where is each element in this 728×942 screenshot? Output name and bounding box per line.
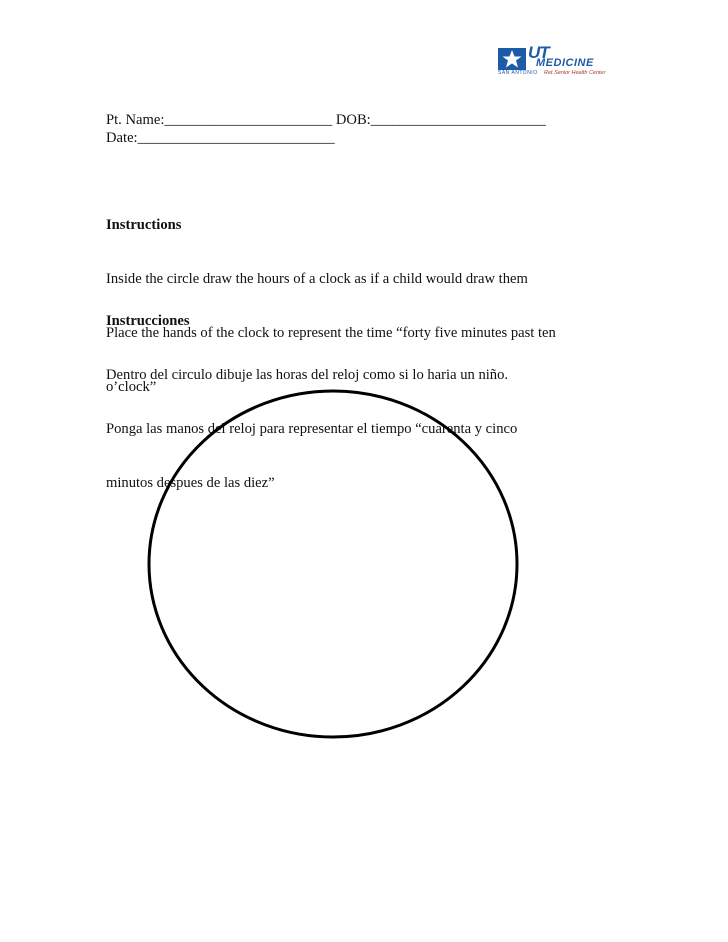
ut-medicine-logo	[498, 43, 616, 80]
star-icon	[498, 48, 526, 70]
dob-field[interactable]: ________________________	[370, 112, 546, 128]
logo-tagline: Ret Senior Health Center	[544, 70, 606, 76]
instrucciones-line: minutos despues de las diez”	[106, 475, 275, 491]
name-label: Pt. Name:	[106, 112, 165, 128]
instructions-line: Place the hands of the clock to represent the time “forty five minutes past ten	[106, 325, 556, 341]
date-field[interactable]: ___________________________	[137, 130, 335, 146]
instructions-line: o’clock”	[106, 379, 157, 395]
instrucciones-line: Dentro del circulo dibuje las horas del reloj como si lo haria un niño.	[106, 367, 509, 383]
instrucciones-line: Ponga las manos del reloj para representar el tiempo “cuarenta y cinco	[106, 421, 518, 437]
clock-drawing-circle[interactable]	[140, 386, 526, 742]
instructions-heading: Instructions	[106, 217, 182, 233]
date-row	[106, 129, 646, 147]
instrucciones-heading: Instrucciones	[106, 313, 190, 329]
patient-name-dob-row	[106, 111, 646, 129]
logo-ut-text: UT	[528, 43, 549, 62]
instructions-line: Inside the circle draw the hours of a clock as if a child would draw them	[106, 271, 528, 287]
name-field[interactable]: _______________________	[164, 112, 333, 128]
dob-label: DOB:	[335, 112, 371, 128]
logo-location-text: SAN ANTONIO	[498, 70, 538, 76]
logo-medicine-text: MEDICINE	[536, 57, 594, 69]
date-label: Date:	[106, 130, 138, 146]
